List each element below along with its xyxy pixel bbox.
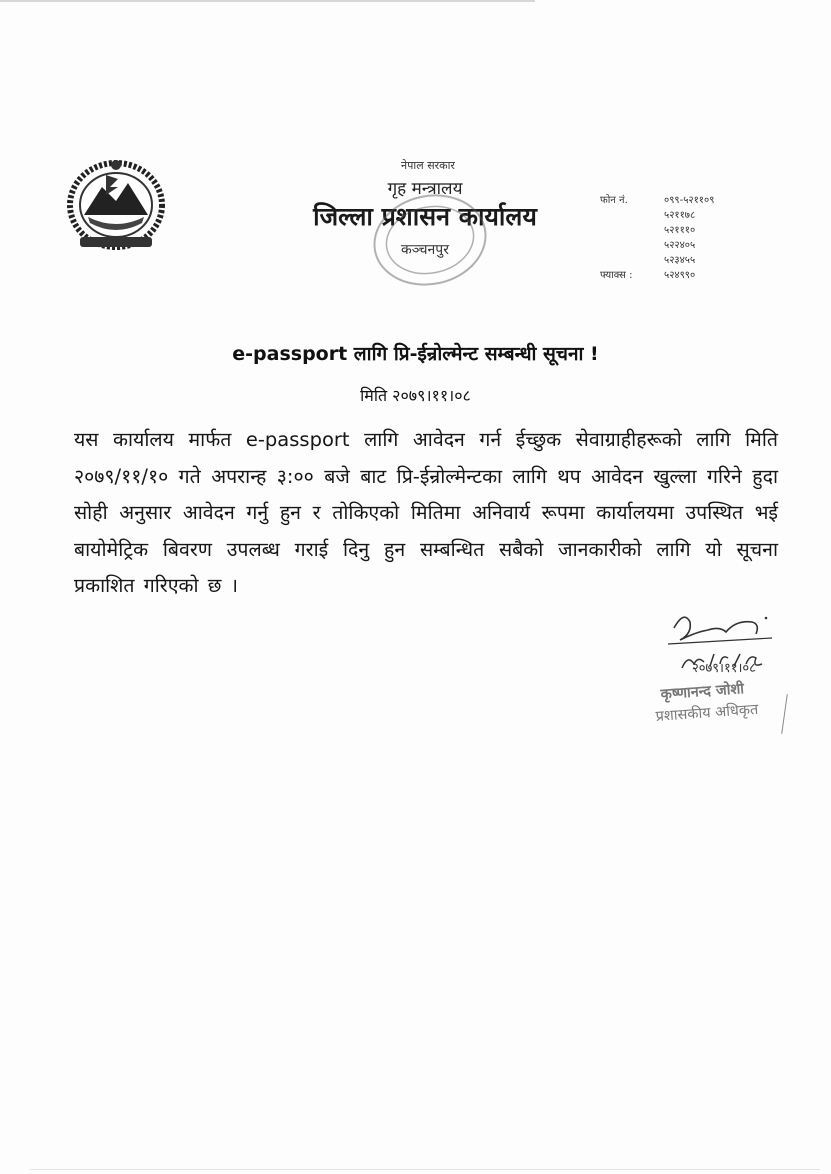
scan-edge-top: [0, 0, 535, 2]
contact-row: [600, 208, 734, 223]
contact-value: ५२१११०: [664, 225, 696, 236]
contact-value: ५२२४०५: [664, 240, 696, 251]
contact-value: ५२४९९०: [664, 270, 696, 281]
contact-block: [600, 193, 734, 283]
official-stamp-icon: [350, 188, 500, 292]
contact-row: [600, 238, 734, 253]
nepal-emblem-icon: [62, 157, 170, 257]
office-title: जिल्ला प्रशासन कार्यालय: [313, 202, 537, 231]
notice-body: यस कार्यालय मार्फत e-passport लागि आवेदन गर्न ईच्छुक सेवाग्राहीहरूको लागि मिति २०७९/११/१० गते अपरान्ह ३:०० बजे बाट प्रि-ईन्रोल्मेन्टका लागि थप आवेदन खुल्ला गरिने हुदा सोही अनुसार आवेदन गर्नु हुन र तोकिएको मितिमा अनिवार्य रूपमा कार्यालयमा उपस्थित भई बायोमेट्रिक बिवरण उपलब्ध गराई दिनु हुन सम्बन्धित सबैको जानकारीको लागि यो सूचना प्रकाशित गरिएको छ ।: [74, 428, 778, 597]
stamp-divider: [781, 694, 788, 734]
scan-edge-bottom: [30, 1169, 820, 1170]
contact-value: ०९९-५२११०९: [664, 195, 715, 206]
signature-icon: [662, 608, 782, 678]
government-label: नेपाल सरकार: [401, 159, 455, 172]
notice-date: मिति २०७९।११।०८: [360, 386, 471, 405]
contact-value: ५२३४५५: [664, 255, 696, 266]
contact-row: [600, 223, 734, 238]
contact-row: [600, 268, 734, 283]
contact-label: [600, 253, 664, 268]
contact-label: [600, 223, 664, 238]
signatory-designation: प्रशासकीय अधिकृत: [655, 701, 759, 725]
district-label: कञ्चनपुर: [401, 242, 449, 258]
ministry-label: गृह मन्त्रालय: [387, 179, 463, 199]
contact-row: [600, 253, 734, 268]
signatory-name: कृष्णानन्द जोशी: [660, 681, 745, 703]
notice-title: e-passport लागि प्रि-ईन्रोल्मेन्ट सम्बन्धी सूचना !: [232, 343, 599, 365]
handwritten-date: २०७९।११।०८: [692, 661, 756, 676]
contact-label: [600, 208, 664, 223]
contact-label: फोन नं.: [600, 195, 628, 206]
contact-value: ५२११७८: [664, 210, 696, 221]
contact-label: [600, 238, 664, 253]
contact-label: फ्याक्स :: [600, 270, 633, 281]
contact-row: [600, 193, 734, 208]
